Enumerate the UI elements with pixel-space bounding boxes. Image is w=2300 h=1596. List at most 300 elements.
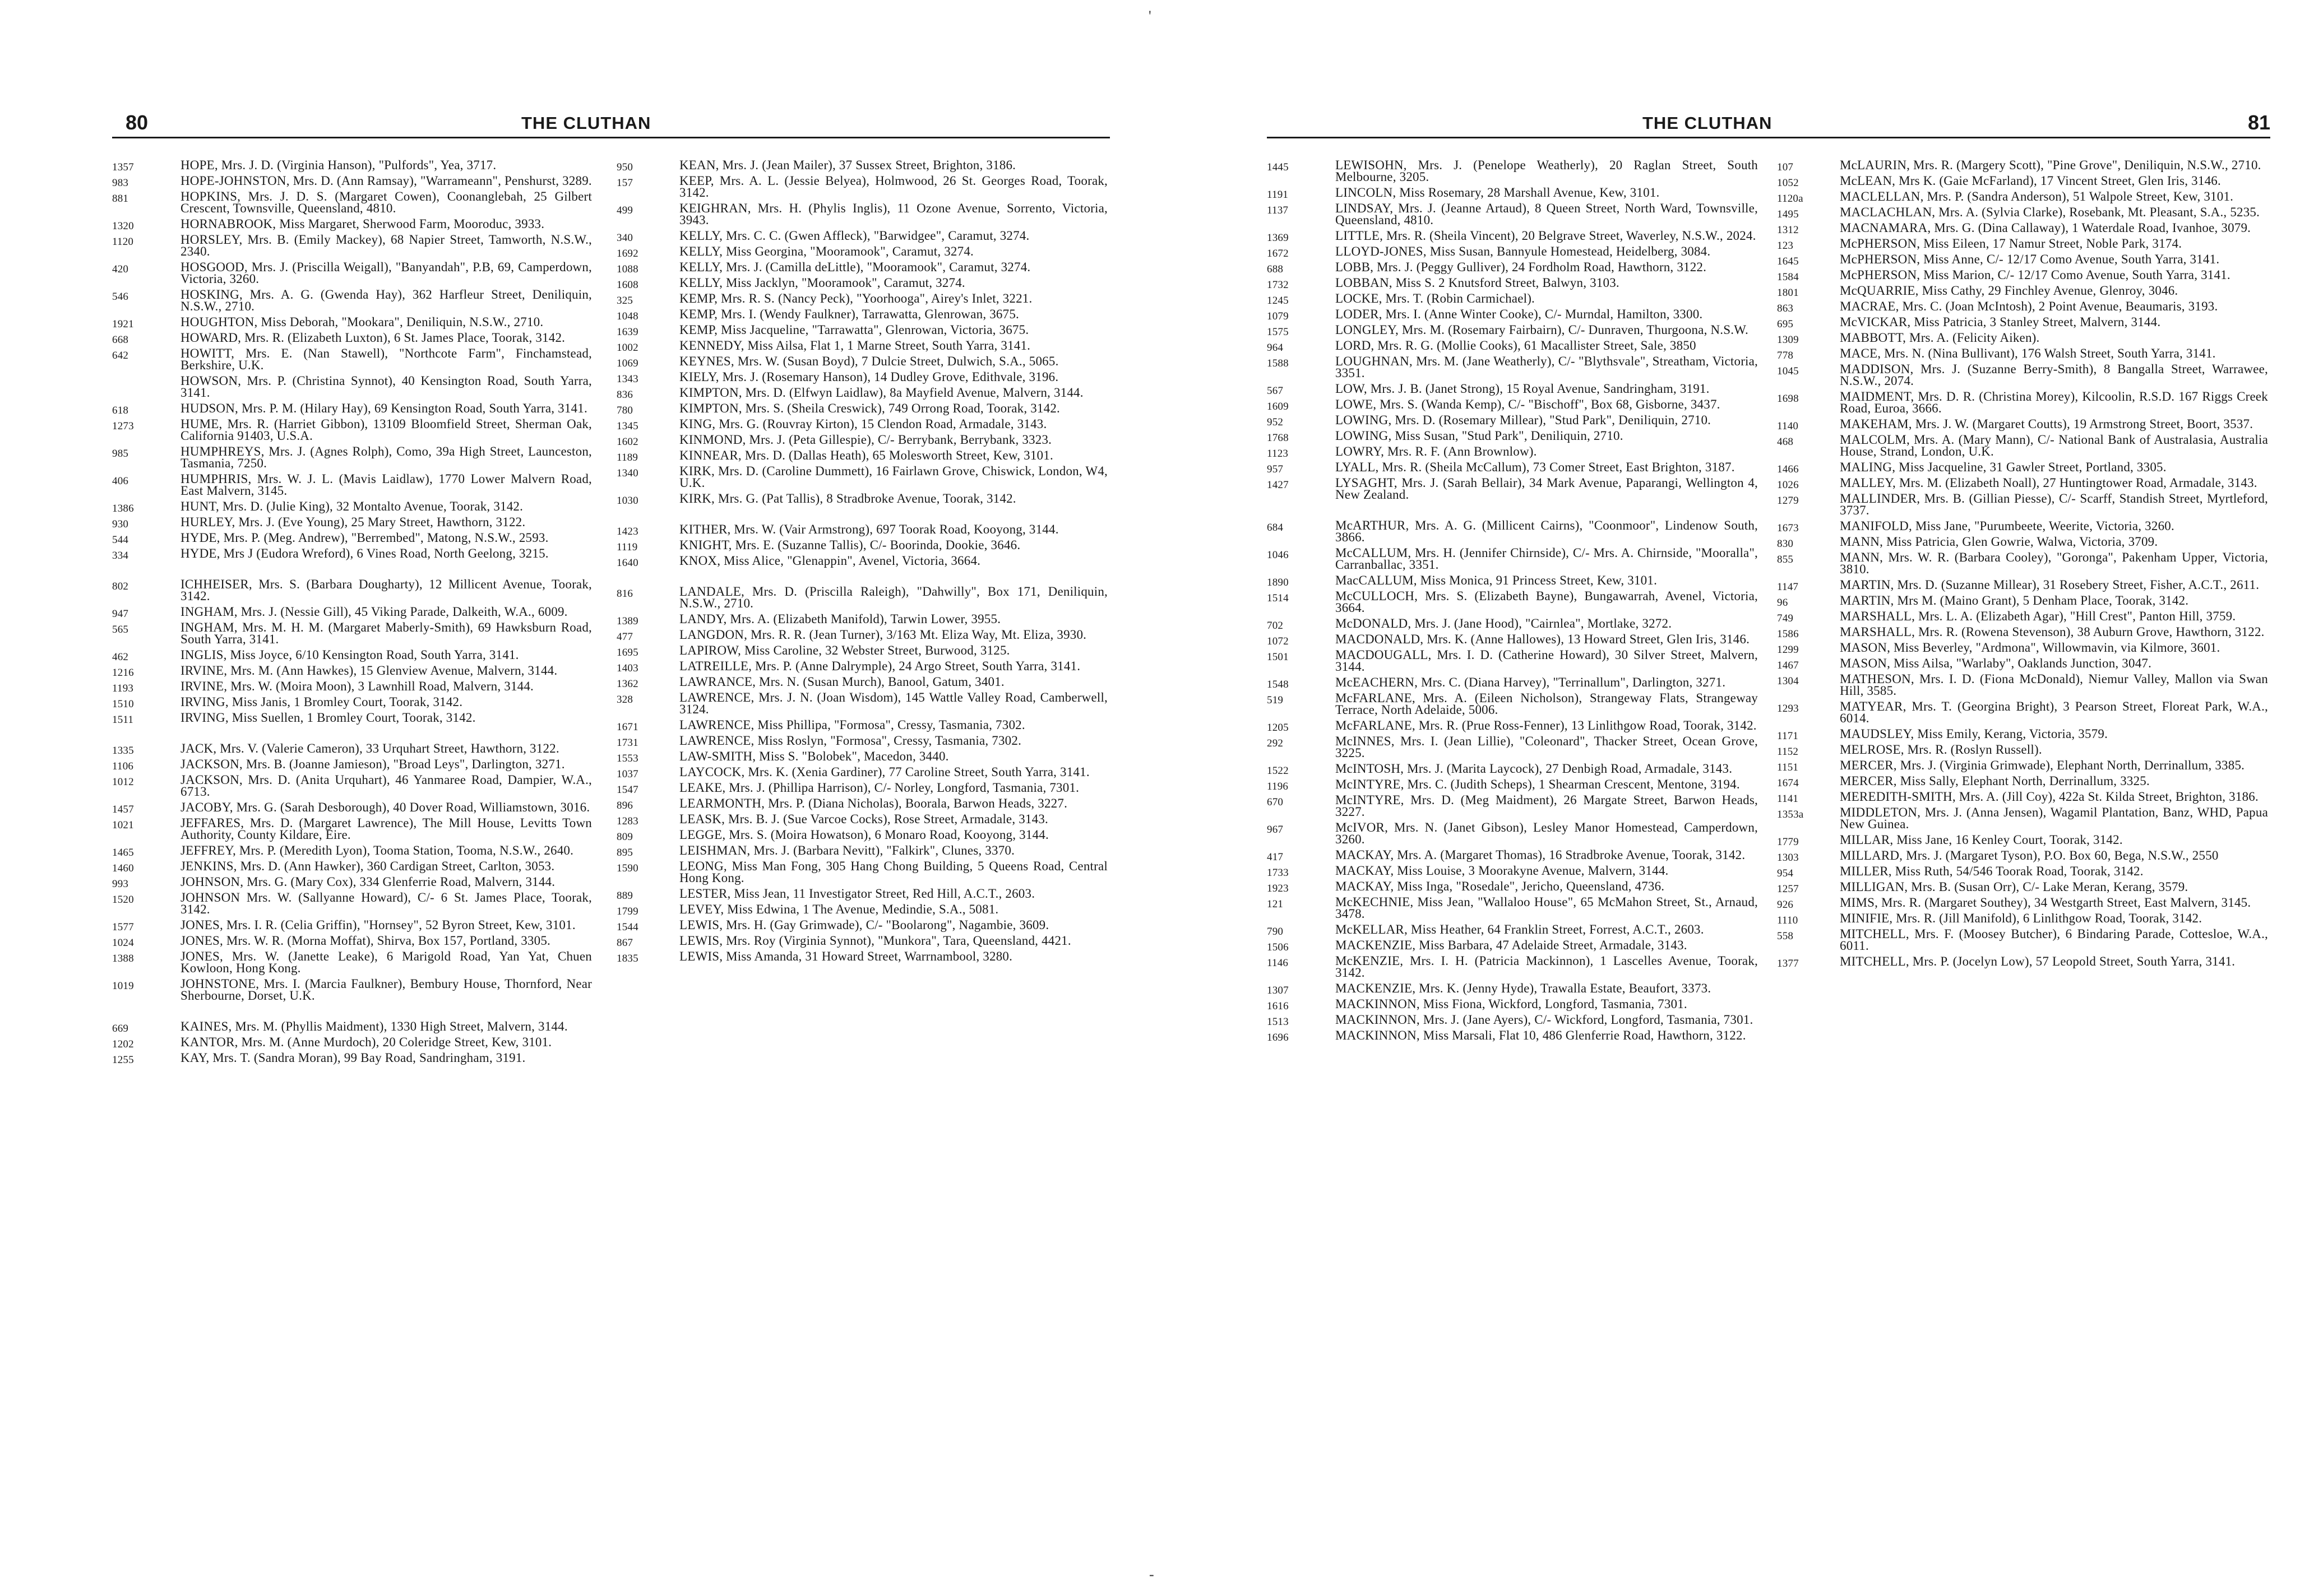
member-number: 1779 (1777, 836, 1799, 848)
member-details: LOWING, Mrs. D. (Rosemary Millear), "Stud Park", Deniliquin, 2710. (1335, 413, 1711, 427)
directory-entry (1766, 775, 2270, 787)
member-number: 1340 (617, 467, 638, 479)
member-details: MAIDMENT, Mrs. D. R. (Christina Morey), Kilcoolin, R.S.D. 167 Riggs Creek Road, Euroa, 3666. (1840, 389, 2268, 415)
member-details: LEARMONTH, Mrs. P. (Diana Nicholas), Boorala, Barwon Heads, 3227. (679, 796, 1068, 810)
directory-entry (1267, 398, 1760, 410)
member-details: INGLIS, Miss Joyce, 6/10 Kensington Road, South Yarra, 3141. (181, 648, 519, 662)
directory-entry (1766, 222, 2270, 234)
directory-entry (605, 434, 1110, 446)
member-details: McINTYRE, Mrs. C. (Judith Scheps), 1 Shearman Crescent, Mentone, 3194. (1335, 777, 1740, 791)
directory-entry (112, 546, 594, 562)
member-details: MACKINNON, Miss Fiona, Wickford, Longford, Tasmania, 7301. (1335, 997, 1687, 1011)
member-details: IRVING, Miss Janis, 1 Bromley Court, Toorak, 3142. (181, 695, 463, 709)
member-details: LESTER, Miss Jean, 11 Investigator Street, Red Hill, A.C.T., 2603. (679, 887, 1035, 901)
directory-entry (605, 734, 1110, 749)
member-number: 1506 (1267, 941, 1289, 953)
member-number: 688 (1267, 263, 1284, 275)
member-number: 96 (1777, 597, 1788, 609)
member-number: 1548 (1267, 679, 1289, 690)
member-number: 1673 (1777, 522, 1799, 534)
member-number: 1307 (1267, 985, 1289, 996)
member-number: 1445 (1267, 161, 1289, 173)
member-number: 702 (1267, 620, 1284, 632)
member-number: 895 (617, 847, 633, 859)
member-details: McARTHUR, Mrs. A. G. (Millicent Cairns), "Coonmoor", Lindenow South, 3866. (1335, 518, 1758, 544)
member-number: 565 (112, 624, 129, 635)
directory-entry (112, 892, 594, 915)
member-number: 1923 (1267, 883, 1289, 894)
member-number: 947 (112, 608, 129, 620)
directory-entry (605, 308, 1110, 320)
directory-entry (112, 1036, 594, 1048)
member-details: KING, Mrs. G. (Rouvray Kirton), 15 Clendon Road, Armadale, 3143. (679, 417, 1047, 431)
member-number: 1202 (112, 1038, 134, 1050)
directory-entry (112, 516, 594, 528)
directory-entry (1267, 355, 1760, 379)
member-number: 1357 (112, 161, 134, 173)
member-details: KEYNES, Mrs. W. (Susan Boyd), 7 Dulcie Street, Dulwich, S.A., 5065. (679, 354, 1059, 368)
member-details: McINNES, Mrs. I. (Jean Lillie), "Coleonard", Thacker Street, Ocean Grove, 3225. (1335, 734, 1758, 760)
member-details: McCULLOCH, Mrs. S. (Elizabeth Bayne), Bungawarrah, Avenel, Victoria, 3664. (1335, 589, 1758, 615)
member-details: MALLEY, Mrs. M. (Elizabeth Noall), 27 Huntingtower Road, Armadale, 3143. (1840, 476, 2257, 490)
member-number: 1672 (1267, 248, 1289, 259)
directory-entry (605, 629, 1110, 641)
member-details: McINTOSH, Mrs. J. (Marita Laycock), 27 Denbigh Road, Armadale, 3143. (1335, 762, 1733, 776)
directory-entry (112, 289, 594, 312)
member-details: McFARLANE, Mrs. A. (Eileen Nicholson), Strangeway Flats, Strangeway Terrace, North Adelaide, 5006. (1335, 691, 1758, 717)
member-details: KAINES, Mrs. M. (Phyllis Maidment), 1330 High Street, Malvern, 3144. (181, 1019, 568, 1033)
member-number: 1520 (112, 894, 134, 906)
member-number: 1389 (617, 615, 638, 627)
directory-entry (1766, 551, 2270, 575)
page-number: 81 (2247, 111, 2270, 134)
member-details: HORNABROOK, Miss Margaret, Sherwood Farm, Mooroduc, 3933. (181, 217, 545, 231)
member-number: 1467 (1777, 660, 1799, 671)
member-details: HOPKINS, Mrs. J. D. S. (Margaret Cowen), Coonanglebah, 25 Gilbert Crescent, Townsville, Queensland, 4810. (181, 189, 592, 215)
directory-entry (605, 386, 1110, 401)
directory-entry (1267, 202, 1760, 226)
member-details: IRVING, Miss Suellen, 1 Bromley Court, Toorak, 3142. (181, 711, 476, 725)
member-number: 1547 (617, 784, 638, 796)
directory-entry (112, 316, 594, 328)
member-details: HOUGHTON, Miss Deborah, "Mookara", Deniliquin, N.S.W., 2710. (181, 315, 544, 329)
member-details: MACKAY, Miss Louise, 3 Moorakyne Avenue, Malvern, 3144. (1335, 864, 1669, 878)
directory-entry (112, 664, 594, 679)
member-number: 1079 (1267, 310, 1289, 322)
member-number: 477 (617, 631, 633, 643)
member-details: MITCHELL, Mrs. F. (Moosey Butcher), 6 Bindaring Parade, Cottesloe, W.A., 6011. (1840, 927, 2268, 953)
member-details: LANDY, Mrs. A. (Elizabeth Manifold), Tarwin Lower, 3955. (679, 612, 1001, 626)
member-details: JONES, Mrs. W. R. (Morna Moffat), Shirva, Box 157, Portland, 3305. (181, 934, 550, 948)
right-page (1267, 0, 2270, 1596)
member-number: 1801 (1777, 287, 1799, 299)
member-details: HUME, Mrs. R. (Harriet Gibbon), 13109 Bloomfield Street, Sherman Oak, California 91403, U.S.A. (181, 417, 592, 443)
directory-entry (605, 676, 1110, 688)
member-number: 780 (617, 405, 633, 416)
member-details: HORSLEY, Mrs. B. (Emily Mackey), 68 Napier Street, Tamworth, N.S.W., 2340. (181, 233, 592, 258)
member-number: 1309 (1777, 334, 1799, 346)
directory-columns (1267, 159, 2270, 1596)
directory-entry (112, 621, 594, 645)
member-number: 1335 (112, 745, 134, 757)
directory-entry (112, 446, 594, 469)
directory-entry (112, 159, 594, 171)
member-number: 1046 (1267, 549, 1289, 561)
member-number: 1123 (1267, 448, 1289, 460)
member-details: KEEP, Mrs. A. L. (Jessie Belyea), Holmwood, 26 St. Georges Road, Toorak, 3142. (679, 174, 1108, 200)
directory-entry (112, 347, 594, 371)
member-number: 1511 (112, 714, 134, 726)
member-details: LAYCOCK, Mrs. K. (Xenia Gardiner), 77 Caroline Street, South Yarra, 3141. (679, 765, 1090, 779)
member-details: KEAN, Mrs. J. (Jean Mailer), 37 Sussex Street, Brighton, 3186. (679, 158, 1016, 172)
member-details: McEACHERN, Mrs. C. (Diana Harvey), "Terrinallum", Darlington, 3271. (1335, 675, 1726, 689)
directory-entry (1267, 822, 1760, 845)
member-details: McLEAN, Mrs K. (Gaie McFarland), 17 Vincent Street, Glen Iris, 3146. (1840, 174, 2221, 188)
directory-entry (605, 813, 1110, 825)
member-number: 1110 (1777, 915, 1798, 926)
member-details: KANTOR, Mrs. M. (Anne Murdoch), 20 Coleridge Street, Kew, 3101. (181, 1035, 552, 1049)
directory-entry (605, 355, 1110, 367)
member-number: 896 (617, 800, 633, 811)
member-number: 1553 (617, 753, 638, 764)
member-details: MABBOTT, Mrs. A. (Felicity Aiken). (1840, 331, 2040, 345)
member-details: LORD, Mrs. R. G. (Mollie Cooks), 61 Macallister Street, Sale, 3850 (1335, 338, 1696, 352)
directory-entry (1267, 477, 1760, 500)
member-number: 499 (617, 205, 633, 216)
binding-mark: ' (1149, 8, 1151, 24)
directory-entry (1766, 536, 2270, 548)
member-details: MALLINDER, Mrs. B. (Gillian Piesse), C/- Scarff, Standish Street, Myrtleford, 3737. (1840, 491, 2268, 517)
directory-entry (1267, 676, 1760, 688)
member-number: 957 (1267, 463, 1284, 475)
directory-entry (1267, 762, 1760, 777)
member-details: McKECHNIE, Miss Jean, "Wallaloo House", 65 McMahon Street, St., Arnaud, 3478. (1335, 895, 1758, 921)
directory-entry (1766, 332, 2270, 344)
directory-entry (605, 586, 1110, 609)
member-details: LLOYD-JONES, Miss Susan, Bannyule Homestead, Heidelberg, 3084. (1335, 244, 1711, 258)
directory-entry (1267, 864, 1760, 879)
member-number: 967 (1267, 824, 1284, 836)
member-details: KNIGHT, Mrs. E. (Suzanne Tallis), C/- Boorinda, Dookie, 3646. (679, 538, 1021, 552)
directory-entry (1766, 806, 2270, 830)
member-number: 1191 (1267, 189, 1289, 201)
member-details: MACNAMARA, Mrs. G. (Dina Callaway), 1 Waterdale Road, Ivanhoe, 3079. (1840, 221, 2251, 235)
directory-entry (1267, 324, 1760, 336)
directory-entry (605, 860, 1110, 884)
directory-entry (112, 978, 594, 1001)
member-number: 420 (112, 263, 129, 275)
member-details: KINMOND, Mrs. J. (Peta Gillespie), C/- Berrybank, Berrybank, 3323. (679, 433, 1052, 447)
directory-entry (605, 903, 1110, 915)
member-number: 1002 (617, 342, 638, 354)
member-number: 1639 (617, 326, 638, 338)
member-number: 1423 (617, 526, 638, 537)
member-number: 778 (1777, 350, 1794, 361)
directory-columns (112, 159, 1110, 1596)
member-details: McPHERSON, Miss Anne, C/- 12/17 Como Avenue, South Yarra, 3141. (1840, 252, 2220, 266)
directory-entry (112, 578, 594, 602)
directory-entry (1766, 743, 2270, 758)
directory-entry (1267, 414, 1760, 426)
directory-entry (1267, 230, 1760, 242)
member-number: 1369 (1267, 232, 1289, 244)
member-number: 926 (1777, 899, 1794, 911)
directory-entry (1766, 477, 2270, 489)
member-number: 1120 (112, 236, 134, 248)
member-number: 1460 (112, 862, 134, 874)
member-details: McLAURIN, Mrs. R. (Margery Scott), "Pine Grove", Deniliquin, N.S.W., 2710. (1840, 158, 2261, 172)
directory-entry (1766, 363, 2270, 387)
member-number: 1026 (1777, 479, 1799, 491)
member-number: 328 (617, 694, 633, 706)
directory-entry (1766, 269, 2270, 281)
directory-entry (1267, 633, 1760, 645)
directory-entry (1766, 673, 2270, 697)
member-number: 964 (1267, 342, 1284, 354)
directory-entry (112, 919, 594, 931)
directory-entry (1267, 1029, 1760, 1041)
directory-entry (1267, 430, 1760, 442)
member-number: 684 (1267, 522, 1284, 533)
member-number: 1640 (617, 557, 638, 569)
member-details: MARSHALL, Mrs. R. (Rowena Stevenson), 38 Auburn Grove, Hawthorn, 3122. (1840, 625, 2265, 639)
directory-entry (1766, 834, 2270, 846)
member-number: 1193 (112, 683, 134, 694)
member-number: 642 (112, 350, 129, 361)
member-details: MARTIN, Mrs M. (Maino Grant), 5 Denham Place, Toorak, 3142. (1840, 593, 2189, 607)
member-details: LEONG, Miss Man Fong, 305 Hang Chong Building, 5 Queens Road, Central Hong Kong. (679, 859, 1108, 885)
member-details: MACKINNON, Miss Marsali, Flat 10, 486 Glenferrie Road, Hawthorn, 3122. (1335, 1028, 1746, 1042)
directory-entry (605, 418, 1110, 430)
directory-entry (1766, 434, 2270, 457)
member-details: KELLY, Miss Jacklyn, "Mooramook", Caramut, 3274. (679, 276, 965, 290)
member-number: 1388 (112, 953, 134, 964)
member-details: MANN, Miss Patricia, Glen Gowrie, Walwa, Victoria, 3709. (1840, 535, 2158, 549)
member-details: LEWIS, Mrs. H. (Gay Grimwade), C/- "Boolarong", Nagambie, 3609. (679, 918, 1049, 932)
directory-entry (112, 843, 594, 859)
member-details: MANIFOLD, Miss Jane, "Purumbeete, Weerite, Victoria, 3260. (1840, 519, 2174, 533)
member-number: 1403 (617, 662, 638, 674)
directory-entry (1766, 641, 2270, 656)
directory-entry (605, 843, 1110, 859)
member-details: HOPE, Mrs. J. D. (Virginia Hanson), "Pulfords", Yea, 3717. (181, 158, 497, 172)
member-number: 1140 (1777, 420, 1799, 432)
member-number: 1303 (1777, 852, 1799, 864)
directory-entry (605, 523, 1110, 535)
member-number: 1171 (1777, 730, 1799, 742)
member-number: 855 (1777, 554, 1794, 565)
directory-entry (1766, 316, 2270, 328)
member-number: 1590 (617, 862, 638, 874)
member-details: LAWRENCE, Miss Roslyn, "Formosa", Cressy, Tasmania, 7302. (679, 734, 1022, 748)
member-number: 1616 (1267, 1000, 1289, 1012)
directory-entry (1267, 547, 1760, 570)
member-number: 1069 (617, 358, 638, 369)
directory-entry (1766, 955, 2270, 967)
member-number: 1362 (617, 678, 638, 690)
directory-entry (1267, 338, 1760, 354)
directory-entry (112, 1052, 594, 1064)
member-details: HOWARD, Mrs. R. (Elizabeth Luxton), 6 St. James Place, Toorak, 3142. (181, 331, 566, 345)
member-details: JEFFREY, Mrs. P. (Meredith Lyon), Tooma Station, Tooma, N.S.W., 2640. (181, 843, 574, 857)
member-number: 1495 (1777, 208, 1799, 220)
member-number: 618 (112, 405, 129, 416)
directory-entry (1267, 1014, 1760, 1026)
member-number: 1674 (1777, 777, 1799, 789)
member-details: LAWRANCE, Mrs. N. (Susan Murch), Banool, Gatum, 3401. (679, 675, 1005, 689)
directory-entry (605, 261, 1110, 273)
member-details: MILLARD, Mrs. J. (Margaret Tyson), P.O. Box 60, Bega, N.S.W., 2550 (1840, 848, 2219, 862)
directory-entry (605, 555, 1110, 567)
member-number: 546 (112, 291, 129, 303)
directory-entry (605, 950, 1110, 962)
member-details: HOSGOOD, Mrs. J. (Priscilla Weigall), "Banyandah", P.B, 69, Camperdown, Victoria, 3260. (181, 260, 592, 286)
member-details: McKENZIE, Mrs. I. H. (Patricia Mackinnon), 1 Lascelles Avenue, Toorak, 3142. (1335, 954, 1758, 980)
member-number: 670 (1267, 796, 1284, 808)
member-details: MACDONALD, Mrs. K. (Anne Hallowes), 13 Howard Street, Glen Iris, 3146. (1335, 632, 1750, 646)
member-details: LAW-SMITH, Miss S. "Bolobek", Macedon, 3440. (679, 749, 949, 763)
directory-entry (112, 649, 594, 661)
member-number: 952 (1267, 416, 1284, 428)
member-details: HYDE, Mrs J (Eudora Wreford), 6 Vines Road, North Geelong, 3215. (181, 546, 549, 560)
member-number: 462 (112, 651, 129, 663)
member-details: JONES, Mrs. W. (Janette Leake), 6 Marigold Road, Yan Yat, Chuen Kowloon, Hong Kong. (181, 949, 592, 975)
member-number: 1692 (617, 248, 638, 259)
member-number: 1799 (617, 906, 638, 917)
member-details: LAWRENCE, Miss Phillipa, "Formosa", Cressy, Tasmania, 7302. (679, 718, 1025, 732)
member-number: 1312 (1777, 224, 1799, 236)
page-header (1267, 105, 2270, 138)
running-title: THE CLUTHAN (1642, 113, 1773, 133)
member-details: KITHER, Mrs. W. (Vair Armstrong), 697 Toorak Road, Kooyong, 3144. (679, 522, 1059, 536)
member-number: 1012 (112, 776, 134, 788)
member-details: LINCOLN, Miss Rosemary, 28 Marshall Avenue, Kew, 3101. (1335, 185, 1660, 200)
member-number: 985 (112, 448, 129, 460)
member-details: HYDE, Mrs. P. (Meg. Andrew), "Berrembed", Matong, N.S.W., 2593. (181, 531, 549, 545)
member-details: KELLY, Mrs. J. (Camilla deLittle), "Mooramook", Caramut, 3274. (679, 260, 1031, 274)
member-number: 1921 (112, 318, 134, 330)
member-number: 567 (1267, 385, 1284, 397)
member-details: LOUGHNAN, Mrs. M. (Jane Weatherly), C/- "Blythsvale", Streatham, Victoria, 3351. (1335, 354, 1758, 380)
member-details: KIRK, Mrs. D. (Caroline Dummett), 16 Fairlawn Grove, Chiswick, London, W4, U.K. (679, 464, 1108, 490)
directory-entry (1766, 579, 2270, 591)
member-number: 1671 (617, 721, 638, 733)
member-details: IRVINE, Mrs. M. (Ann Hawkes), 15 Glenview Avenue, Malvern, 3144. (181, 664, 558, 678)
directory-entry (1766, 912, 2270, 924)
member-number: 334 (112, 550, 129, 562)
member-details: KIMPTON, Mrs. D. (Elfwyn Laidlaw), 8a Mayfield Avenue, Malvern, 3144. (679, 386, 1084, 400)
member-details: INGHAM, Mrs. J. (Nessie Gill), 45 Viking Parade, Dalkeith, W.A., 6009. (181, 605, 568, 619)
member-details: MACE, Mrs. N. (Nina Bullivant), 176 Walsh Street, South Yarra, 3141. (1840, 346, 2216, 360)
directory-entry (1267, 277, 1760, 289)
directory-entry (112, 261, 594, 285)
member-number: 1021 (112, 819, 134, 831)
member-details: HURLEY, Mrs. J. (Eve Young), 25 Mary Street, Hawthorn, 3122. (181, 515, 526, 529)
directory-entry (112, 935, 594, 947)
member-details: McDONALD, Mrs. J. (Jane Hood), "Cairnlea", Mortlake, 3272. (1335, 616, 1672, 630)
directory-entry (112, 801, 594, 813)
member-number: 1602 (617, 436, 638, 448)
member-details: JACOBY, Mrs. G. (Sarah Desborough), 40 Dover Road, Williamstown, 3016. (181, 800, 590, 814)
member-number: 1088 (617, 263, 638, 275)
left-page (112, 0, 1110, 1596)
member-details: JOHNSON Mrs. W. (Sallyanne Howard), C/- 6 St. James Place, Toorak, 3142. (181, 890, 592, 916)
member-details: LONGLEY, Mrs. M. (Rosemary Fairbairn), C/- Dunraven, Thurgoona, N.S.W. (1335, 323, 1748, 337)
member-number: 1273 (112, 420, 134, 432)
member-number: 1189 (617, 452, 638, 463)
member-number: 1072 (1267, 635, 1289, 647)
directory-entry (112, 375, 594, 398)
member-number: 1320 (112, 220, 134, 232)
member-number: 1584 (1777, 271, 1799, 283)
member-details: McKELLAR, Miss Heather, 64 Franklin Street, Forrest, A.C.T., 2603. (1335, 922, 1704, 936)
member-details: INGHAM, Mrs. M. H. M. (Margaret Maberly-Smith), 69 Hawksburn Road, South Yarra, 3141. (181, 620, 592, 646)
member-details: MACDOUGALL, Mrs. I. D. (Catherine Howard), 30 Silver Street, Malvern, 3144. (1335, 648, 1758, 674)
directory-entry (1267, 461, 1760, 473)
member-details: LINDSAY, Mrs. J. (Jeanne Artaud), 8 Queen Street, North Ward, Townsville, Queensland, 4810. (1335, 201, 1758, 227)
directory-entry (112, 473, 594, 497)
directory-entry (1766, 626, 2270, 638)
member-details: JACKSON, Mrs. D. (Anita Urquhart), 46 Yanmaree Road, Dampier, W.A., 6713. (181, 773, 592, 799)
member-number: 1466 (1777, 463, 1799, 475)
binding-mark: - (1149, 1566, 1154, 1583)
member-number: 1106 (112, 760, 134, 772)
directory-entry (112, 758, 594, 770)
member-number: 1119 (617, 541, 638, 553)
member-details: McPHERSON, Miss Eileen, 17 Namur Street, Noble Park, 3174. (1840, 236, 2182, 250)
member-number: 863 (1777, 303, 1794, 314)
member-details: MASON, Miss Beverley, "Ardmona", Willowmavin, via Kilmore, 3601. (1840, 641, 2220, 655)
member-number: 1588 (1267, 358, 1289, 369)
directory-entry (605, 887, 1110, 902)
member-number: 1257 (1777, 883, 1799, 895)
directory-entry (1267, 616, 1760, 632)
member-details: LAPIROW, Miss Caroline, 32 Webster Street, Burwood, 3125. (679, 643, 1010, 657)
directory-entry (1766, 700, 2270, 724)
member-number: 669 (112, 1023, 129, 1034)
directory-entry (1766, 189, 2270, 205)
member-number: 1608 (617, 279, 638, 291)
member-number: 1522 (1267, 765, 1289, 777)
directory-entry (1267, 794, 1760, 818)
directory-entry (112, 418, 594, 442)
member-details: KEMP, Mrs. R. S. (Nancy Peck), "Yoorhooga", Airey's Inlet, 3221. (679, 291, 1033, 305)
directory-entry (1766, 206, 2270, 218)
member-number: 468 (1777, 436, 1794, 448)
member-details: MILLIGAN, Mrs. B. (Susan Orr), C/- Lake Meran, Kerang, 3579. (1840, 880, 2188, 894)
member-number: 993 (112, 878, 129, 890)
member-number: 1586 (1777, 628, 1799, 640)
member-details: LOBB, Mrs. J. (Peggy Gulliver), 24 Fordholm Road, Hawthorn, 3122. (1335, 260, 1707, 274)
directory-entry (605, 465, 1110, 489)
directory-entry (605, 324, 1110, 336)
directory-entry (1267, 185, 1760, 201)
member-number: 983 (112, 177, 129, 189)
member-number: 544 (112, 534, 129, 546)
member-number: 1514 (1267, 592, 1289, 604)
member-details: KELLY, Mrs. C. C. (Gwen Affleck), "Barwidgee", Caramut, 3274. (679, 229, 1030, 243)
member-details: MACKAY, Miss Inga, "Rosedale", Jericho, Queensland, 4736. (1335, 879, 1665, 893)
member-number: 1045 (1777, 365, 1799, 377)
directory-entry (112, 1020, 594, 1032)
directory-entry (112, 680, 594, 692)
member-details: HOPE-JOHNSTON, Mrs. D. (Ann Ramsay), "Warrameann", Penshurst, 3289. (181, 174, 592, 188)
member-number: 830 (1777, 538, 1794, 550)
member-number: 1283 (617, 815, 638, 827)
directory-entry (1766, 728, 2270, 740)
member-number: 1304 (1777, 675, 1799, 687)
member-number: 881 (112, 193, 129, 205)
